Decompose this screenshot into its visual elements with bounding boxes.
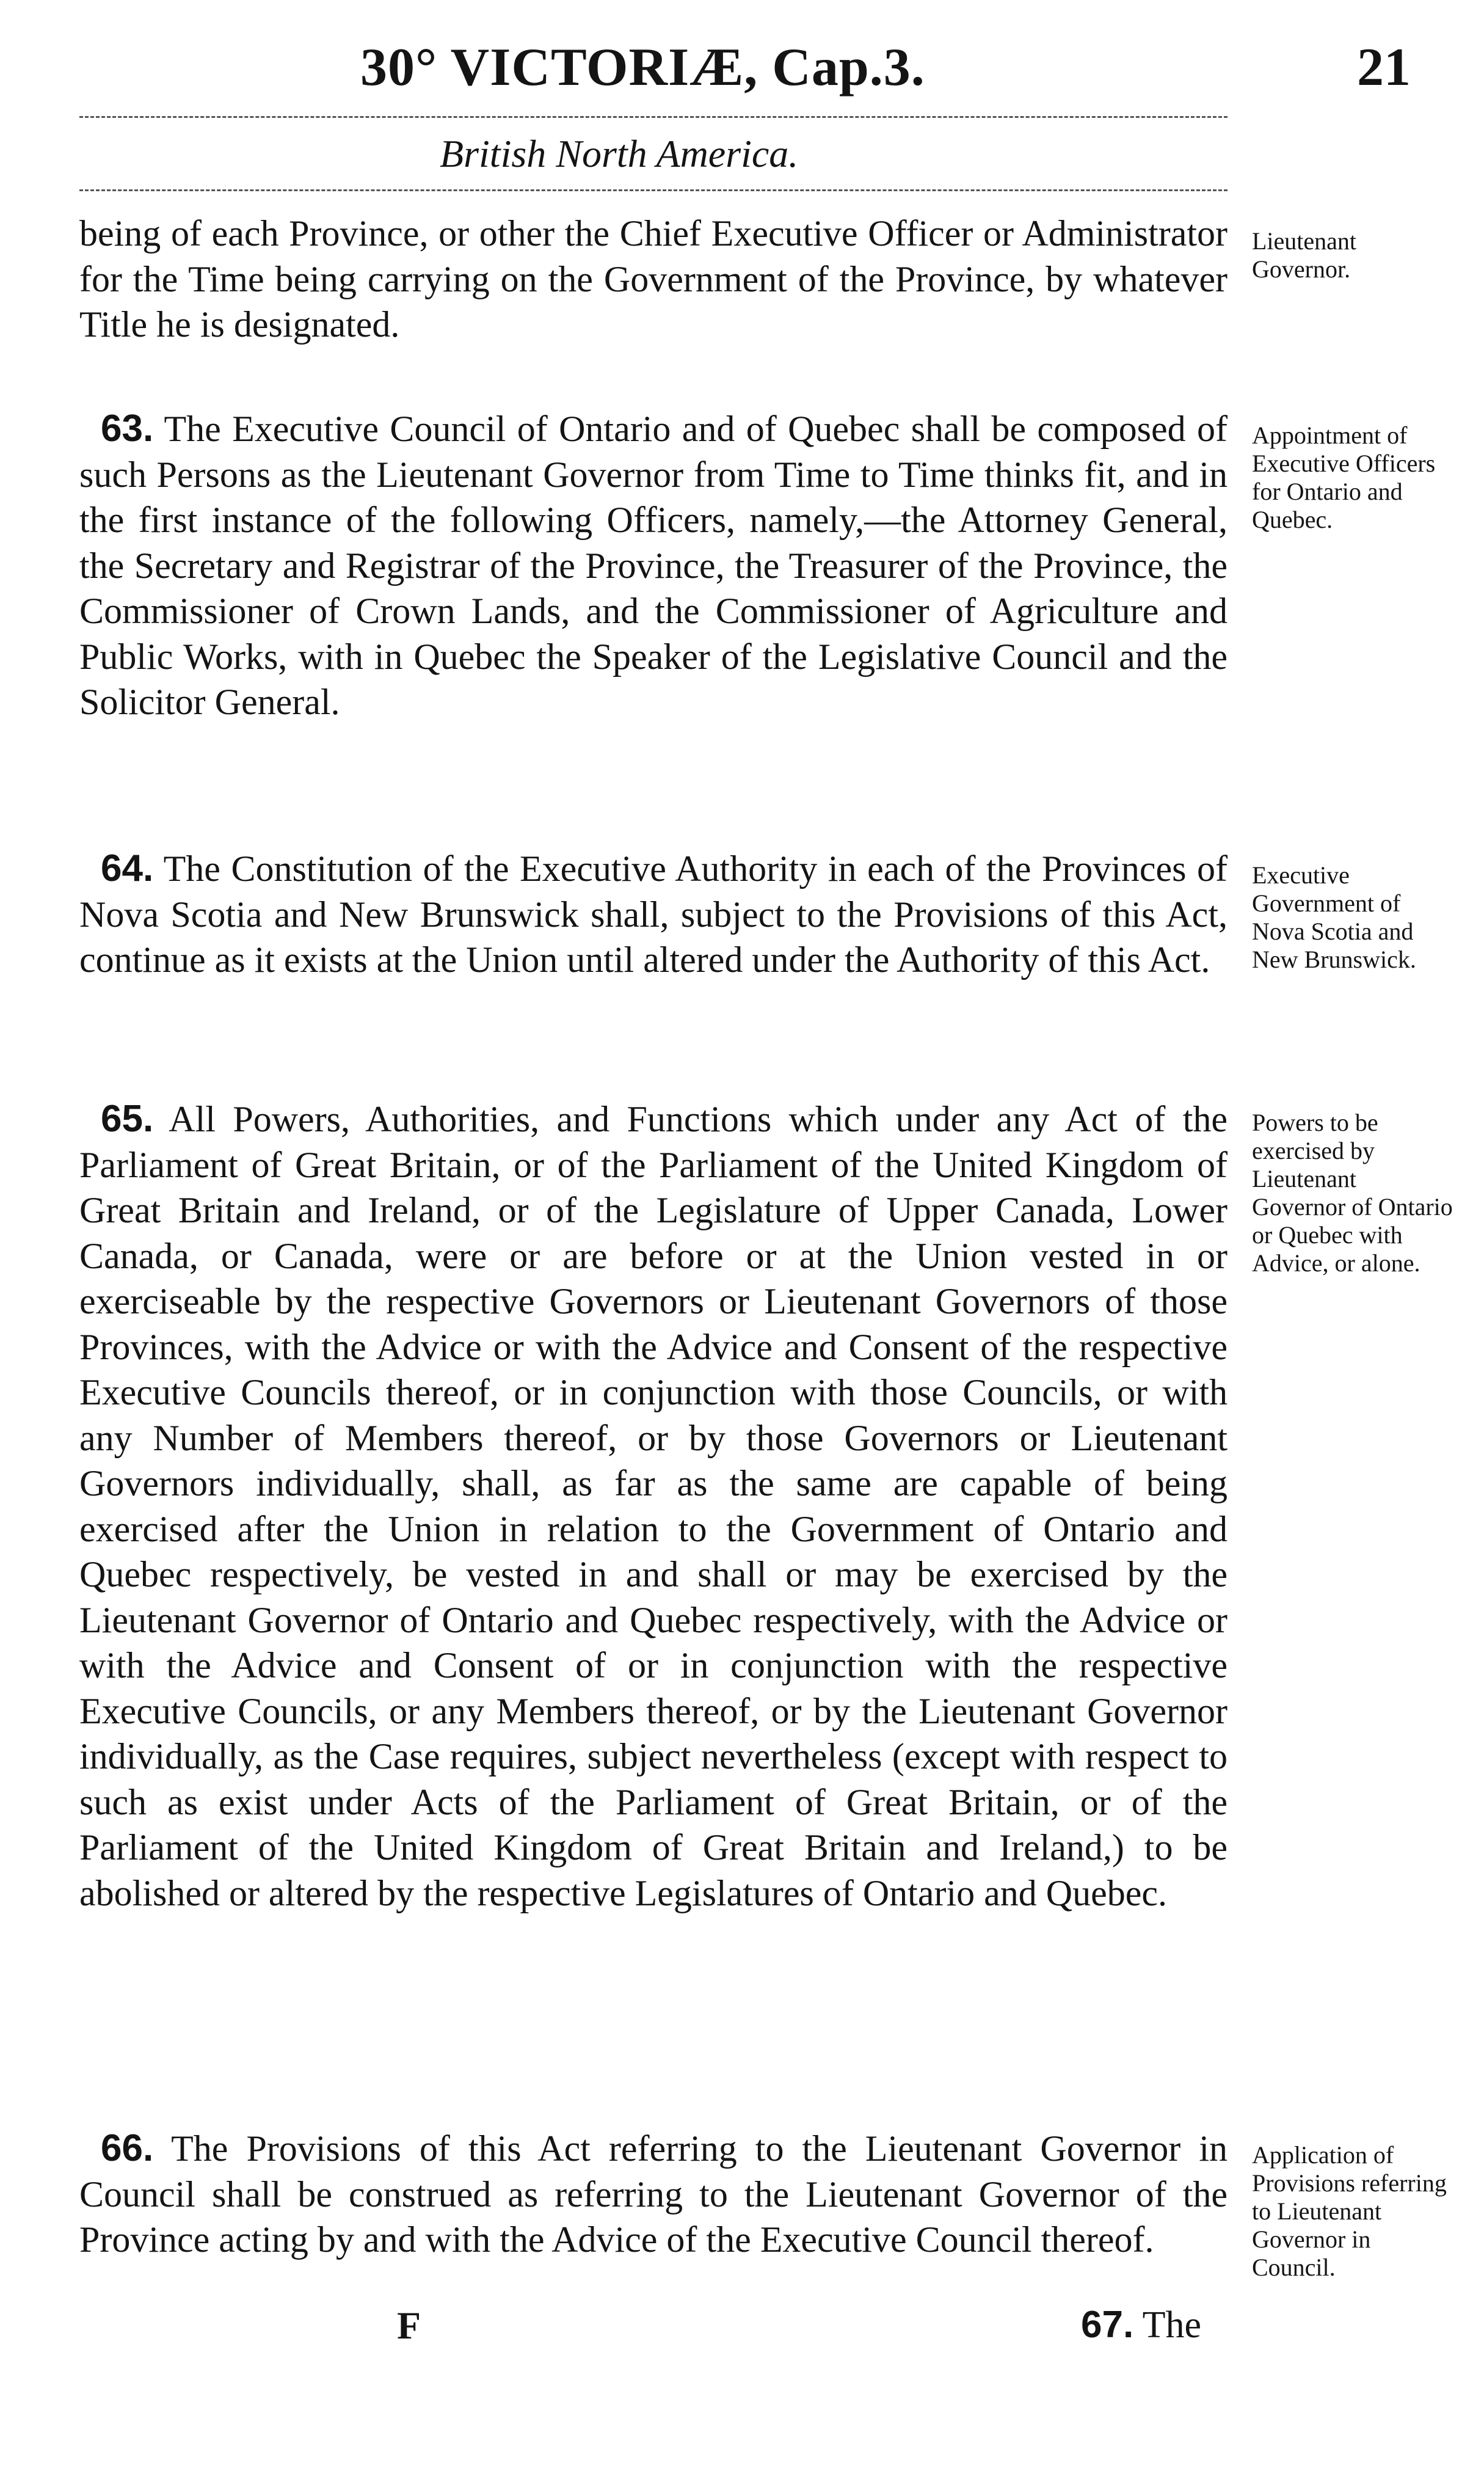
header-rule-bottom xyxy=(79,189,1228,191)
margin-note: Appointment of Executive Officers for Ontario and Quebec. xyxy=(1252,422,1436,533)
section-text: The Provisions of this Act referring to the Lieutenant Governor in Council shall be construed as referring to the Lieutenant Governor of the Province acting by and with the Advice of the Executive Council thereof. xyxy=(79,2128,1228,2260)
catchword xyxy=(1081,2303,1201,2347)
margin-note: Powers to be exercised by Lieutenant Governor of Ontario or Quebec with Advice, or alone. xyxy=(1252,1109,1453,1277)
margin-note: Executive Government of Nova Scotia and New Brunswick. xyxy=(1252,861,1416,973)
section-64 xyxy=(79,846,1228,983)
section-text: All Powers, Authorities, and Functions which under any Act of the Parliament of Great Britain, or of the Parliament of the United Kingdom of Great Britain and Ireland, or of the Legislature of Upper Canada, Lower Canada, or Canada, were or are before or at the Union vested in or exerciseable by the respective Governors or Lieutenant Governors of those Provinces, with the Advice or with the Advice and Consent of the respective Executive Councils thereof, or in conjunction with those Councils, or with any Number of Members thereof, or by those Governors or Lieutenant Governors individually, shall, as far as the same are capable of being exercised after the Union in relation to the Government of Ontario and Quebec respectively, be vested in and shall or may be exercised by the Lieutenant Governor of Ontario and Quebec respectively, with the Advice or with the Advice and Consent of or in conjunction with the respective Executive Councils, or any Members thereof, or by the Lieutenant Governor individually, as the Case requires, subject nevertheless (except with respect to such as exist under Acts of the Parliament of Great Britain, or of the Parliament of the United Kingdom of Great Britain and Ireland,) to be abolished or altered by the respective Legislatures of Ontario and Quebec. xyxy=(79,1099,1228,1913)
section-text: The Constitution of the Executive Authority in each of the Provinces of Nova Scotia and New Brunswick shall, subject to the Provisions of this Act, continue as it exists at the Union until altered under the Authority of this Act. xyxy=(79,849,1228,980)
page-title: 30° VICTORIÆ, Cap.3. xyxy=(360,38,925,97)
section-continuation xyxy=(79,211,1228,348)
section-number: 66. xyxy=(101,2127,154,2169)
section-number: 63. xyxy=(101,407,154,450)
running-head: British North America. xyxy=(440,132,799,175)
page-number: 21 xyxy=(1357,38,1411,97)
margin-note: Lieutenant Governor. xyxy=(1252,227,1357,283)
signature-mark: F xyxy=(397,2304,421,2347)
section-65 xyxy=(79,1097,1228,1916)
section-text: The Executive Council of Ontario and of Quebec shall be composed of such Persons as the Lieutenant Governor from Time to Time thinks fit, and in the first instance of the following Officers, namely,—the Attorney General, the Secretary and Registrar of the Province, the Treasurer of the Province, the Commissioner of Crown Lands, and the Commissioner of Agriculture and Public Works, with in Quebec the Speaker of the Legislative Council and the Solicitor General. xyxy=(79,409,1228,722)
catchword-text: The xyxy=(1142,2304,1201,2346)
section-number: 64. xyxy=(101,847,154,889)
section-63 xyxy=(79,406,1228,725)
section-number: 65. xyxy=(101,1098,154,1140)
header-rule-top xyxy=(79,116,1228,118)
section-66 xyxy=(79,2126,1228,2263)
section-text: being of each Province, or other the Chief Executive Officer or Administrator for the Time being carrying on the Government of the Province, by whatever Title he is designated. xyxy=(79,213,1228,345)
catchword-number: 67. xyxy=(1081,2304,1134,2346)
margin-note: Application of Provisions referring to Lieutenant Governor in Council. xyxy=(1252,2141,1447,2281)
page-header xyxy=(79,37,1411,110)
